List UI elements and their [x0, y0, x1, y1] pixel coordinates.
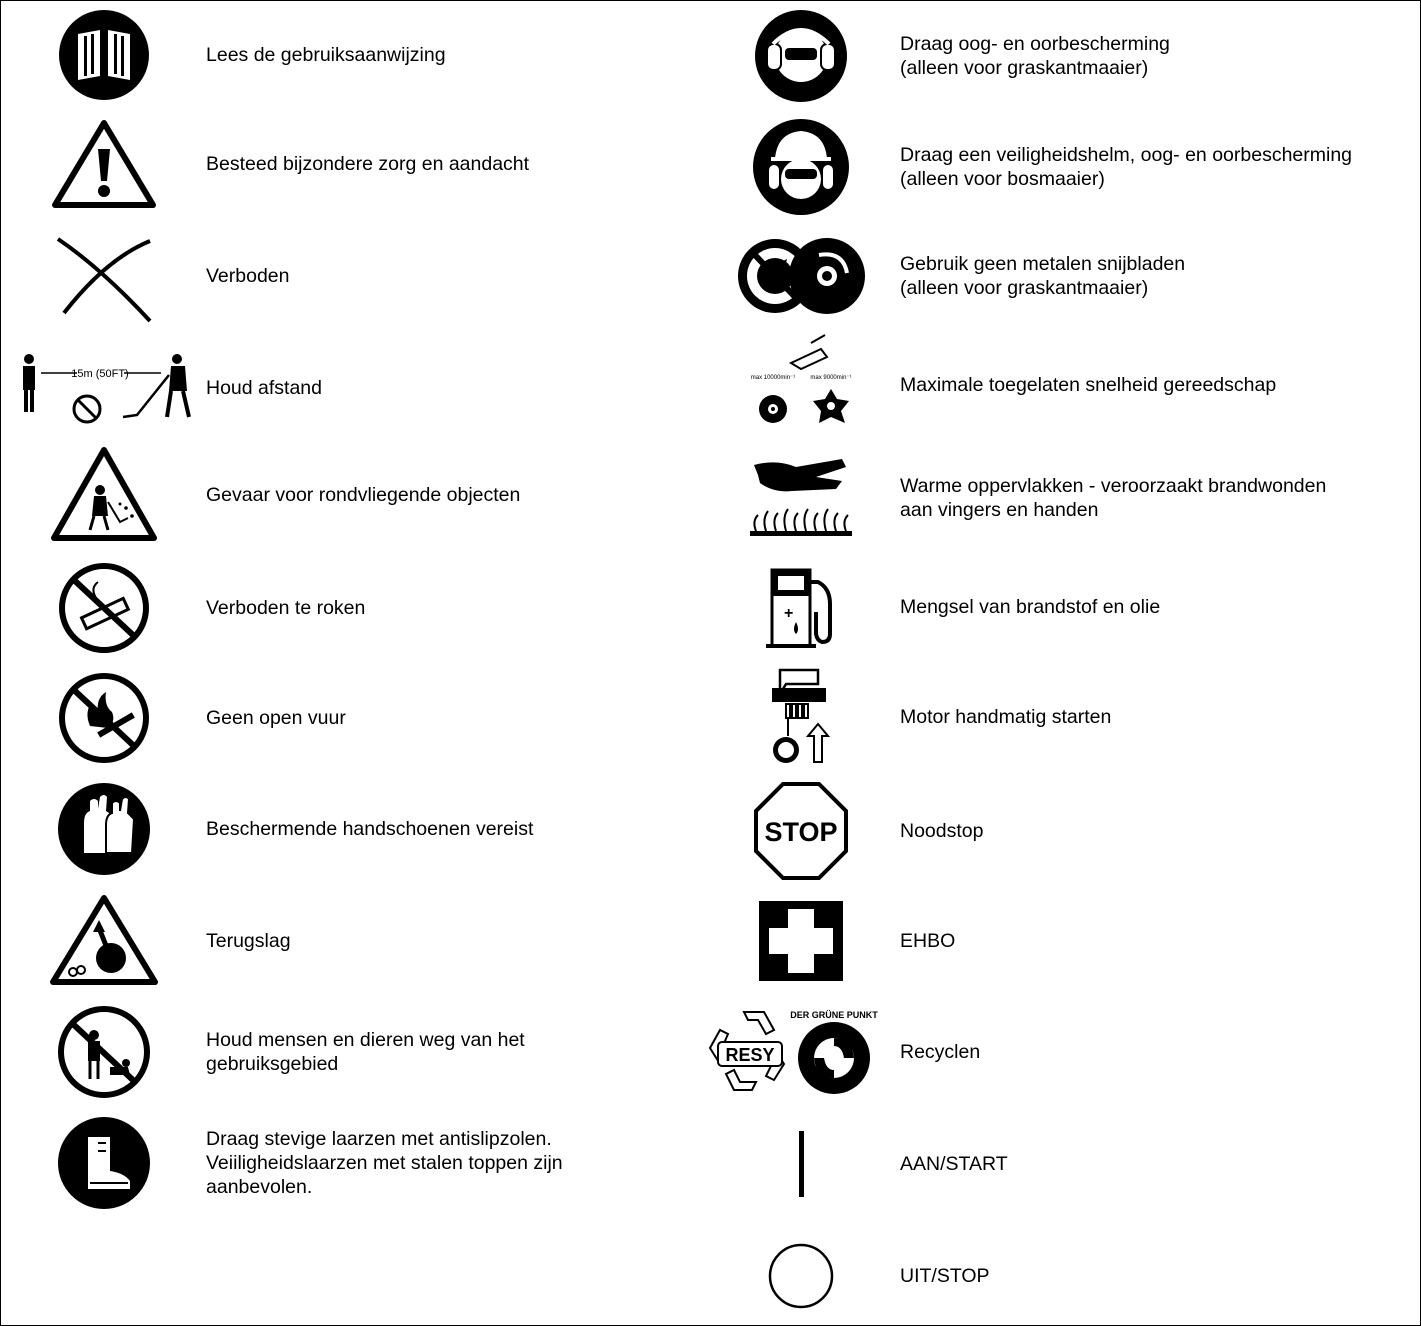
- symbol-label: Draag stevige laarzen met antislipzolen. Veiiligheidslaarzen met stalen toppen zijn aanbevolen.: [206, 1128, 563, 1198]
- warning-triangle-icon: [1, 119, 206, 209]
- symbol-row-gloves: [1, 783, 701, 875]
- resy-text: RESY: [725, 1045, 775, 1065]
- symbol-row-read-manual: [1, 10, 701, 100]
- flying-objects-icon: [1, 446, 206, 544]
- symbol-label: Lees de gebruiksaanwijzing: [206, 44, 446, 66]
- no-smoking-icon: [1, 562, 206, 654]
- symbol-row-emergency-stop: [701, 781, 1421, 881]
- keep-distance-icon: [1, 351, 206, 425]
- hot-surface-icon: [701, 457, 900, 539]
- symbol-row-eye-ear: [701, 10, 1421, 102]
- symbol-row-keep-away: [1, 1005, 701, 1099]
- symbol-label: AAN/START: [900, 1153, 1008, 1175]
- manual-start-icon: [701, 664, 900, 770]
- symbol-row-recycle: [701, 1004, 1421, 1100]
- symbol-label: Besteed bijzondere zorg en aandacht: [206, 153, 530, 175]
- first-aid-icon: [701, 899, 900, 983]
- symbol-label: Terugslag: [206, 930, 291, 952]
- symbol-label: UIT/STOP: [900, 1265, 990, 1287]
- speed-label-1: max 10000min⁻¹: [750, 375, 795, 381]
- symbol-label: Gebruik geen metalen snijbladen (alleen voor graskantmaaier): [900, 253, 1186, 299]
- symbol-label: Noodstop: [900, 820, 984, 842]
- symbol-label: Verboden: [206, 265, 290, 287]
- symbol-row-helmet: [701, 119, 1421, 215]
- keep-people-animals-away-icon: [1, 1005, 206, 1099]
- symbol-row-flying-objects: [1, 445, 701, 545]
- symbol-row-fuel: [701, 561, 1421, 653]
- prohibited-cross-icon: [1, 229, 206, 323]
- symbol-row-kickback: [1, 893, 701, 989]
- off-stop-icon: [701, 1243, 900, 1309]
- symbol-row-safety-boots: [1, 1117, 701, 1209]
- stop-text: STOP: [763, 817, 838, 847]
- distance-text: 15m (50FT): [71, 368, 129, 380]
- symbol-row-prohibited: [1, 229, 701, 323]
- symbol-label: EHBO: [900, 930, 956, 952]
- read-manual-icon: [1, 10, 206, 100]
- eye-ear-protection-icon: [701, 10, 900, 102]
- symbol-row-hot-surface: [701, 457, 1421, 539]
- symbol-label: Houd mensen en dieren weg van het gebruiksgebied: [206, 1029, 525, 1075]
- symbol-row-no-open-flame: [1, 672, 701, 764]
- symbol-label: Motor handmatig starten: [900, 706, 1112, 728]
- max-speed-icon: [701, 333, 900, 437]
- symbol-label: Geen open vuur: [206, 707, 346, 729]
- symbol-label: Recyclen: [900, 1041, 981, 1063]
- symbol-row-off-stop: [701, 1243, 1421, 1309]
- no-metal-blades-icon: [701, 233, 900, 319]
- gloves-icon: [1, 783, 206, 875]
- symbol-label: Gevaar voor rondvliegende objecten: [206, 484, 521, 506]
- symbol-label: Draag een veiligheidshelm, oog- en oorbescherming (alleen voor bosmaaier): [900, 144, 1353, 190]
- svg-text:+: +: [783, 605, 793, 622]
- on-start-icon: [701, 1129, 900, 1199]
- symbol-label: Beschermende handschoenen vereist: [206, 818, 534, 840]
- symbol-row-no-smoking: [1, 562, 701, 654]
- fuel-pump-icon: [701, 562, 900, 652]
- symbol-row-keep-distance: [1, 351, 701, 425]
- helmet-eye-ear-protection-icon: [701, 119, 900, 215]
- stop-sign-icon: [701, 781, 900, 881]
- symbol-label: Verboden te roken: [206, 597, 366, 619]
- safety-boots-icon: [1, 1117, 206, 1209]
- gruene-punkt-text: DER GRÜNE PUNKT: [790, 1010, 878, 1020]
- symbol-row-no-metal-blades: [701, 231, 1421, 321]
- speed-label-2: max 9000min⁻¹: [809, 375, 852, 381]
- recycle-icon: [701, 1004, 900, 1100]
- symbol-label: Warme oppervlakken - veroorzaakt brandwonden aan vingers en handen: [900, 475, 1327, 521]
- symbol-label: Houd afstand: [206, 377, 323, 399]
- symbol-label: Draag oog- en oorbescherming (alleen voor graskantmaaier): [900, 33, 1170, 79]
- symbol-row-first-aid: [701, 898, 1421, 984]
- symbol-row-warning: [1, 119, 701, 209]
- symbol-row-manual-start: [701, 663, 1421, 771]
- symbol-row-max-speed: [701, 333, 1421, 437]
- symbol-row-on-start: [701, 1129, 1421, 1199]
- no-open-flame-icon: [1, 672, 206, 764]
- symbol-label: Mengsel van brandstof en olie: [900, 596, 1161, 618]
- symbol-label: Maximale toegelaten snelheid gereedschap: [900, 374, 1277, 396]
- kickback-icon: [1, 894, 206, 988]
